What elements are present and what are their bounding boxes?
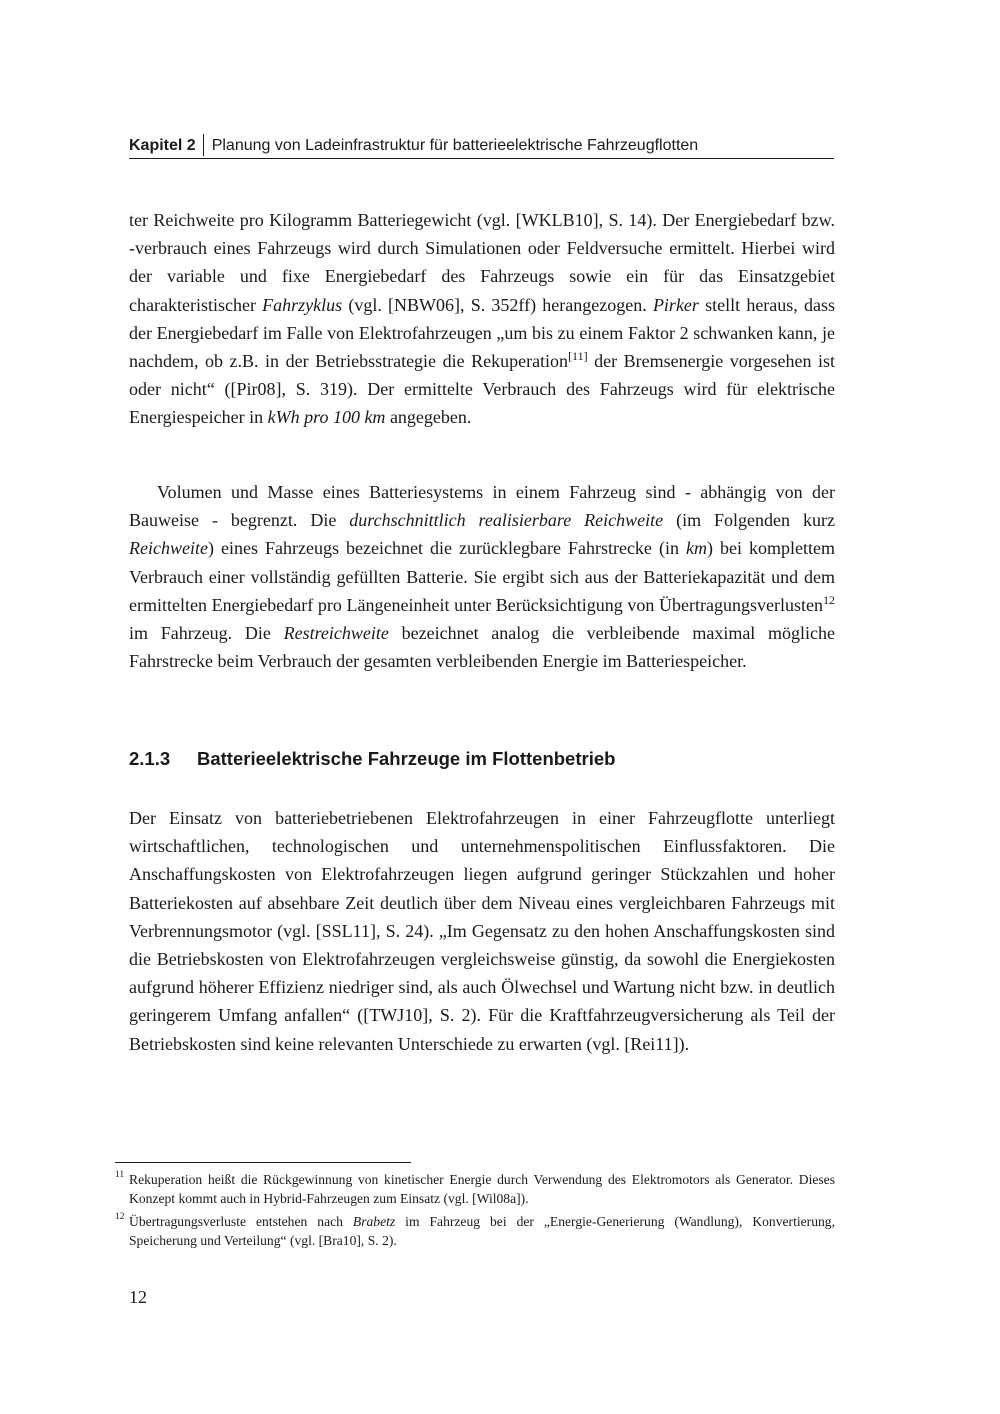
footnote-text: Rekuperation heißt die Rückgewinnung von kinetischer Energie durch Verwendung des Elektromotors als Generator. Dieses Konzept kommt auch in Hybrid-Fahrzeugen zum Einsatz (vgl. [Wil08a]). bbox=[129, 1172, 835, 1206]
emphasis-term: Restreichweite bbox=[283, 623, 389, 644]
emphasis-unit: km bbox=[685, 538, 707, 559]
running-header bbox=[129, 134, 834, 157]
emphasis-term: durchschnittlich realisierbare Reichweite bbox=[349, 510, 664, 531]
text-run: Volumen und Masse eines Batteriesystems in einem Fahrzeug sind - abhängig von der Bauweise - begrenzt. Die bbox=[129, 482, 835, 531]
text-run: (vgl. [NBW06], S. 352ff) herangezogen. bbox=[342, 294, 653, 315]
footnote-text: Übertragungsverluste entstehen nach bbox=[129, 1214, 353, 1229]
header-rule bbox=[129, 158, 834, 159]
paragraph-fleet-operation bbox=[129, 804, 835, 1058]
text-run: (im Folgenden kurz bbox=[663, 510, 835, 531]
footnote-ref-12[interactable]: 12 bbox=[823, 592, 835, 607]
emphasis-pirker: Pirker bbox=[652, 294, 699, 315]
text-run: ) bei komplettem Verbrauch einer vollständig gefüllten Batterie. Sie ergibt sich aus der Batteriekapazität und dem ermittelten Energiebedarf pro Längeneinheit unter Berücksichtigung von Übertragungsverlusten bbox=[129, 538, 835, 615]
emphasis-brabetz: Brabetz bbox=[352, 1214, 396, 1229]
emphasis-unit: kWh pro 100 km bbox=[267, 407, 386, 428]
page-number: 12 bbox=[129, 1287, 147, 1307]
footnote-rule bbox=[115, 1162, 411, 1163]
footnote-mark: 11 bbox=[115, 1170, 125, 1180]
footnote-ref-11[interactable]: [11] bbox=[568, 349, 588, 364]
footnotes bbox=[115, 1170, 835, 1254]
text-run: ter Reichweite pro Kilogramm Batteriegewicht (vgl. [WKLB10], S. 14). Der Energiebedarf bzw. -verbrauch eines Fahrzeugs wird durch Simulationen oder Feldversuche ermittelt. Hierbei wird der variable und fixe Energiebedarf des Fahrzeugs sowie ein für das Einsatzgebiet charakteristischer bbox=[129, 210, 835, 315]
text-run: angegeben. bbox=[385, 407, 472, 428]
header-separator bbox=[203, 134, 204, 156]
footnote-11 bbox=[115, 1170, 835, 1208]
footnote-mark: 12 bbox=[115, 1212, 125, 1222]
chapter-label: Kapitel 2 bbox=[129, 137, 196, 154]
text-run: ) eines Fahrzeugs bezeichnet die zurücklegbare Fahrstrecke (in bbox=[207, 538, 686, 559]
text-run: der Bremsenergie vorgesehen ist oder nicht“ ([Pir08], S. 319). Der ermittelte Verbrauch des Fahrzeugs wird für elektrische Energiespeicher in bbox=[129, 351, 835, 428]
paragraph-range bbox=[129, 478, 835, 675]
footnote-12 bbox=[115, 1212, 835, 1250]
emphasis-fahrzyklus: Fahrzyklus bbox=[262, 294, 343, 315]
text-run: bezeichnet analog die verbleibende maximal mögliche Fahrstrecke beim Verbrauch der gesamten verbleibenden Energie im Batteriespeicher. bbox=[129, 623, 836, 672]
chapter-title: Planung von Ladeinfrastruktur für batterieelektrische Fahrzeugflotten bbox=[211, 137, 699, 154]
section-heading bbox=[129, 746, 835, 772]
emphasis-term: Reichweite bbox=[129, 538, 208, 559]
section-title: Batterieelektrische Fahrzeuge im Flottenbetrieb bbox=[197, 748, 616, 769]
section-number: 2.1.3 bbox=[129, 748, 171, 769]
footnote-text: im Fahrzeug bei der „Energie-Generierung (Wandlung), Konvertierung, Speicherung und Verteilung“ (vgl. [Bra10], S. 2). bbox=[129, 1214, 835, 1248]
text-run: stellt heraus, dass der Energiebedarf im Falle von Elektrofahrzeugen „um bis zu einem Faktor 2 schwanken kann, je nachdem, ob z.B. in der Betriebsstrategie die Rekuperation bbox=[129, 294, 835, 372]
text-run: im Fahrzeug. Die bbox=[129, 623, 284, 644]
paragraph-text: Der Einsatz von batteriebetriebenen Elektrofahrzeugen in einer Fahrzeugflotte unterliegt wirtschaftlichen, technologischen und unternehmenspolitischen Einflussfaktoren. Die Anschaffungskosten von Elektrofahrzeugen liegen aufgrund geringer Stückzahlen und hoher Batteriekosten auf absehbare Zeit deutlich über dem Niveau eines vergleichbaren Fahrzeugs mit Verbrennungsmotor (vgl. [SSL11], S. 24). „Im Gegensatz zu den hohen Anschaffungskosten sind die Betriebskosten von Elektrofahrzeugen vergleichsweise günstig, da sowohl die Energiekosten aufgrund höherer Effizienz niedriger sind, als auch Ölwechsel und Wartung nicht bzw. in deutlich geringerem Umfang anfallen“ ([TWJ10], S. 2). Für die Kraftfahrzeugversicherung als Teil der Betriebskosten sind keine relevanten Unterschiede zu erwarten (vgl. [Rei11]). bbox=[129, 808, 835, 1054]
paragraph-energy-demand bbox=[129, 206, 835, 432]
